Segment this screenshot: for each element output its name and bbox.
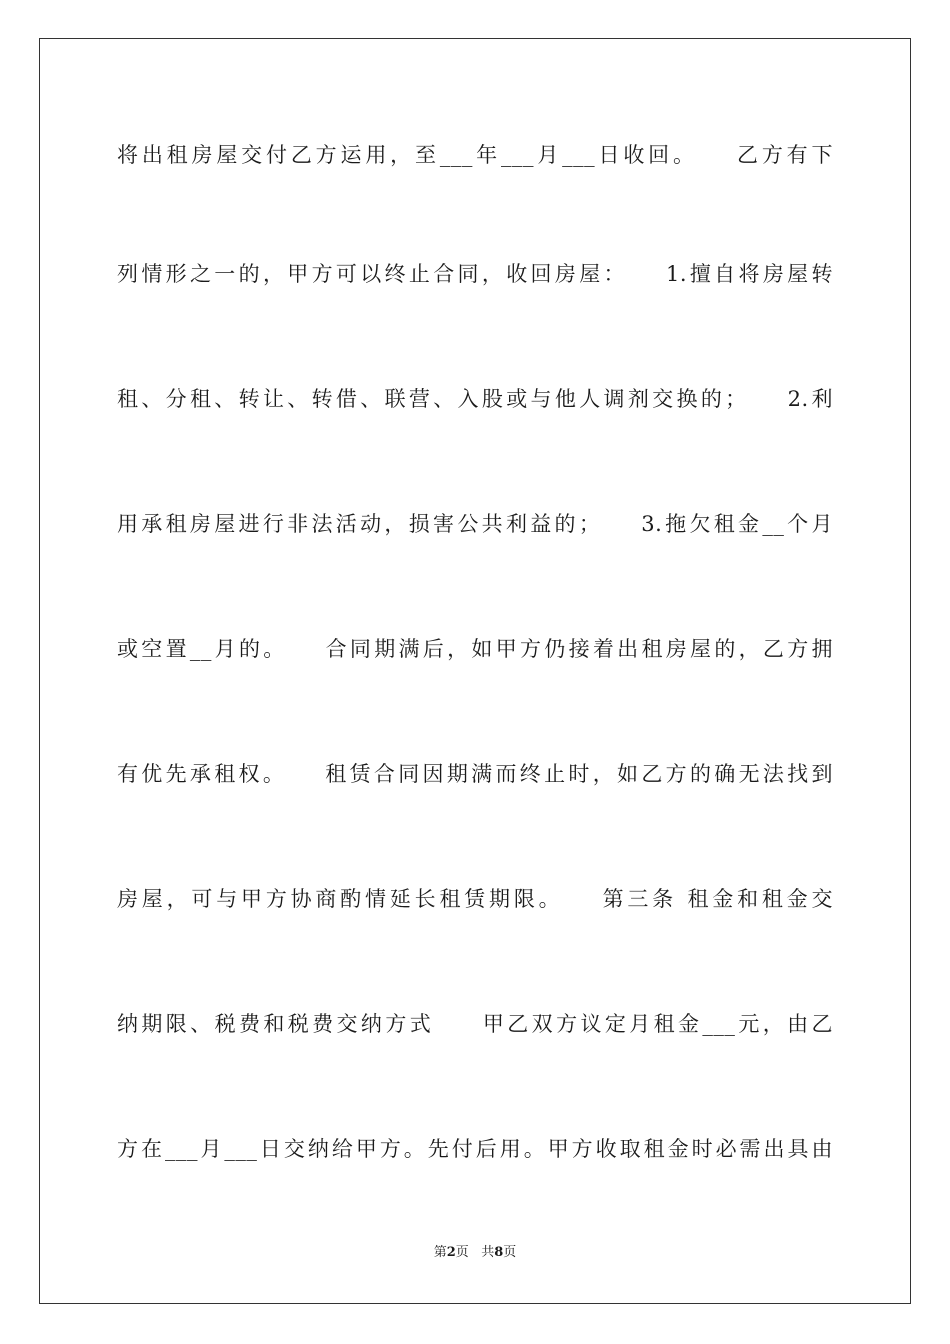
page-frame [39,38,911,1304]
text-line-4: 用承租房屋进行非法活动，损害公共利益的； 3.拖欠租金__个月 [117,512,833,536]
total-pages-prefix: 共 [481,1245,495,1260]
text-line-2: 列情形之一的，甲方可以终止合同，收回房屋： 1.擅自将房屋转 [117,262,833,286]
text-line-5: 或空置__月的。 合同期满后，如甲方仍接着出租房屋的，乙方拥 [117,637,833,661]
text-line-9: 方在___月___日交纳给甲方。先付后用。甲方收取租金时必需出具由 [117,1137,833,1161]
page-footer [0,1244,950,1262]
total-pages: 8 [494,1245,504,1260]
text-line-8: 纳期限、税费和税费交纳方式 甲乙双方议定月租金___元，由乙 [117,1012,833,1036]
text-line-3: 租、分租、转让、转借、联营、入股或与他人调剂交换的； 2.利 [117,387,833,411]
page-number-prefix: 第 [433,1245,447,1260]
total-pages-suffix: 页 [503,1245,517,1260]
text-line-7: 房屋，可与甲方协商酌情延长租赁期限。 第三条 租金和租金交 [117,887,833,911]
text-line-1: 将出租房屋交付乙方运用，至___年___月___日收回。 乙方有下 [117,143,833,167]
page-number-suffix: 页 [455,1245,469,1260]
text-line-6: 有优先承租权。 租赁合同因期满而终止时，如乙方的确无法找到 [117,762,833,786]
page-number: 2 [446,1245,456,1260]
